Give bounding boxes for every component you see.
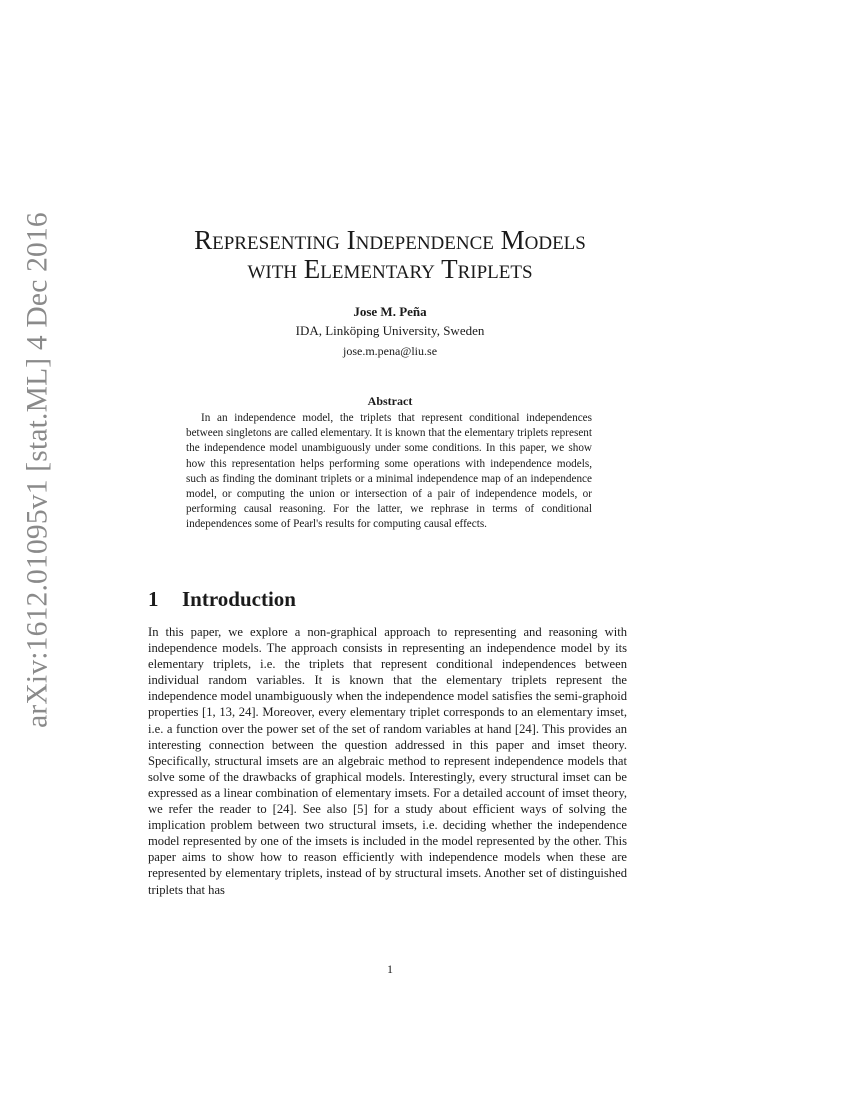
section-number: 1 <box>148 587 159 611</box>
title-line-2: with Elementary Triplets <box>247 254 533 284</box>
paper-title <box>120 226 660 284</box>
introduction-paragraph: In this paper, we explore a non-graphical approach to representing and reasoning with independence models. The approach consists in representing an independence model by its elementary triplets, i.e. the triplets that represent conditional independences between individual random variables. It is known that the elementary triplets represent the independence model unambiguously when the independence model satisfies the semi-graphoid properties [1, 13, 24]. Moreover, every elementary triplet corresponds to an elementary imset, i.e. a function over the power set of the set of random variables at hand [24]. This provides an interesting connection between the question addressed in this paper and imset theory. Specifically, structural imsets are an algebraic method to represent independence models that solve some of the drawbacks of graphical models. Interestingly, every structural imset can be expressed as a linear combination of elementary imsets. For a detailed account of imset theory, we refer the reader to [24]. See also [5] for a study about efficient ways of solving the implication problem between two structural imsets, i.e. deciding whether the independence model represented by one of the imsets is included in the model represented by the other. This paper aims to show how to reason efficiently with independence models when these are represented by elementary triplets, instead of by structural imsets. Another set of distinguished triplets that has <box>148 625 627 897</box>
page-number: 1 <box>387 962 393 976</box>
arxiv-identifier: arXiv:1612.01095v1 [stat.ML] 4 Dec 2016 <box>21 212 54 728</box>
abstract-heading: Abstract <box>367 394 413 408</box>
author-name: Jose M. Peña <box>353 304 427 319</box>
author-email: jose.m.pena@liu.se <box>342 344 438 358</box>
author-affiliation: IDA, Linköping University, Sweden <box>295 323 485 338</box>
abstract-text: In an independence model, the triplets that represent conditional independences between singletons are called elementary. It is known that the elementary triplets represent the independence model unambiguously under some conditions. In this paper, we show how this representation helps performing some operations with independence models, such as finding the dominant triplets or a minimal independence map of an independence model, or computing the union or intersection of a pair of independence models, or performing causal reasoning. For the latter, we rephrase in terms of conditional independences some of Pearl's results for computing causal effects. <box>186 412 592 531</box>
title-line-1: Representing Independence Models <box>194 225 586 255</box>
section-title: Introduction <box>182 587 296 611</box>
section-heading <box>148 587 296 612</box>
